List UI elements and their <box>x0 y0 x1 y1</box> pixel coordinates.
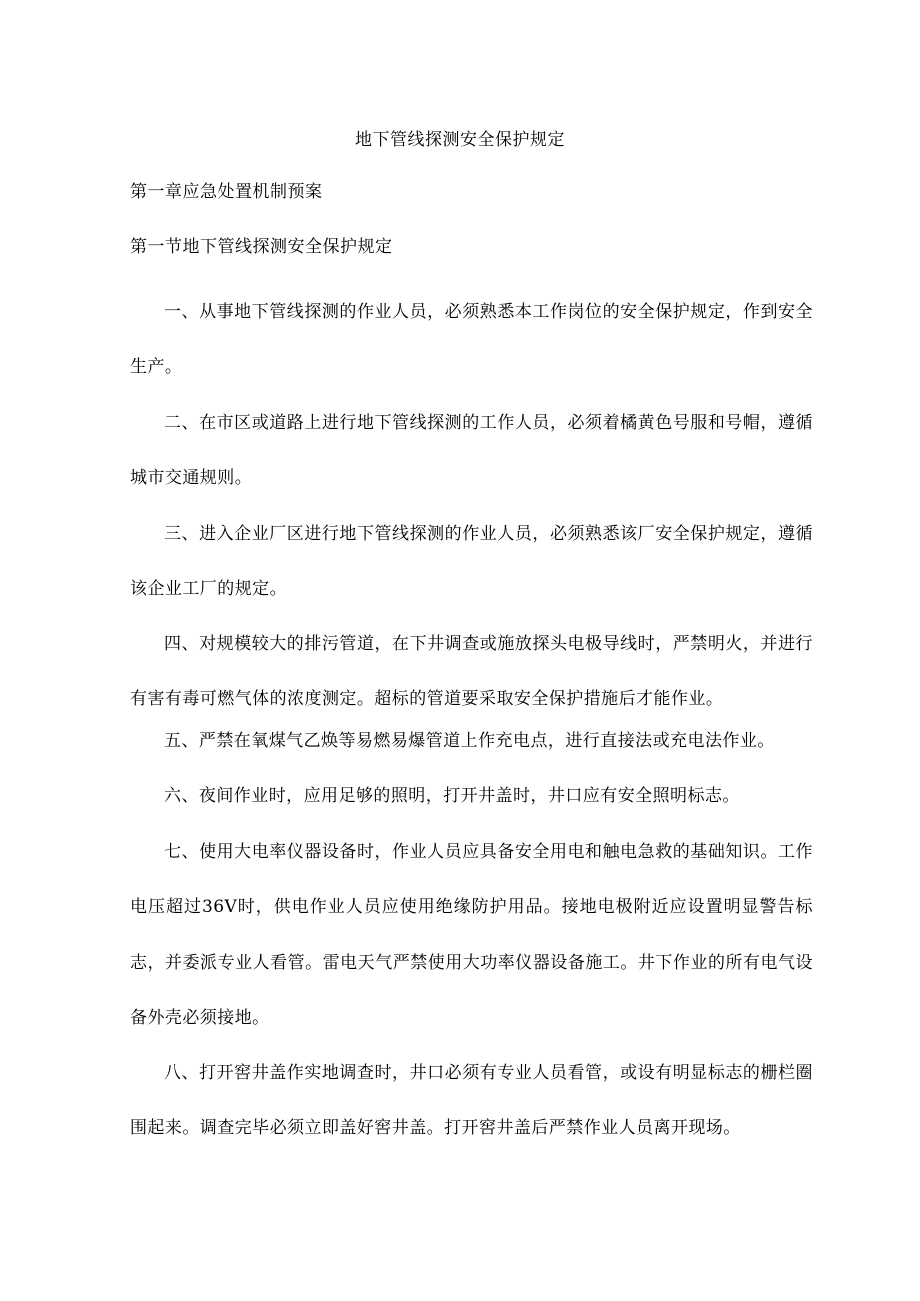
paragraph-4: 四、对规模较大的排污管道，在下井调查或施放探头电极导线时，严禁明火，并进行有害有毒可燃气体的浓度测定。超标的管道要采取安全保护措施后才能作业。 <box>130 634 813 710</box>
section-heading: 第一节地下管线探测安全保护规定 <box>130 237 393 257</box>
paragraph-5: 五、严禁在氧煤气乙焕等易燃易爆管道上作充电点，进行直接法或充电法作业。 <box>164 731 775 751</box>
paragraph-8: 八、打开窖井盖作实地调查时，井口必须有专业人员看管，或设有明显标志的栅栏圈围起来。调查完毕必须立即盖好窖井盖。打开窖井盖后严禁作业人员离开现场。 <box>130 1063 813 1139</box>
paragraph-7: 七、使用大电率仪器设备时，作业人员应具备安全用电和触电急救的基础知识。工作电压超过36V时，供电作业人员应使用绝缘防护用品。接地电极附近应设置明显警告标志，并委派专业人看管。雷电天气严禁使用大功率仪器设备施工。井下作业的所有电气设备外壳必须接地。 <box>130 842 813 1028</box>
document-title: 地下管线探测安全保护规定 <box>355 130 565 150</box>
chapter-heading: 第一章应急处置机制预案 <box>130 182 323 202</box>
paragraph-2: 二、在市区或道路上进行地下管线探测的工作人员，必须着橘黄色号服和号帽，遵循城市交通规则。 <box>130 413 813 489</box>
paragraph-1: 一、从事地下管线探测的作业人员，必须熟悉本工作岗位的安全保护规定，作到安全生产。 <box>130 302 813 378</box>
paragraph-6: 六、夜间作业时，应用足够的照明，打开井盖时，井口应有安全照明标志。 <box>164 786 740 806</box>
paragraph-3: 三、进入企业厂区进行地下管线探测的作业人员，必须熟悉该厂安全保护规定，遵循该企业工厂的规定。 <box>130 524 813 600</box>
